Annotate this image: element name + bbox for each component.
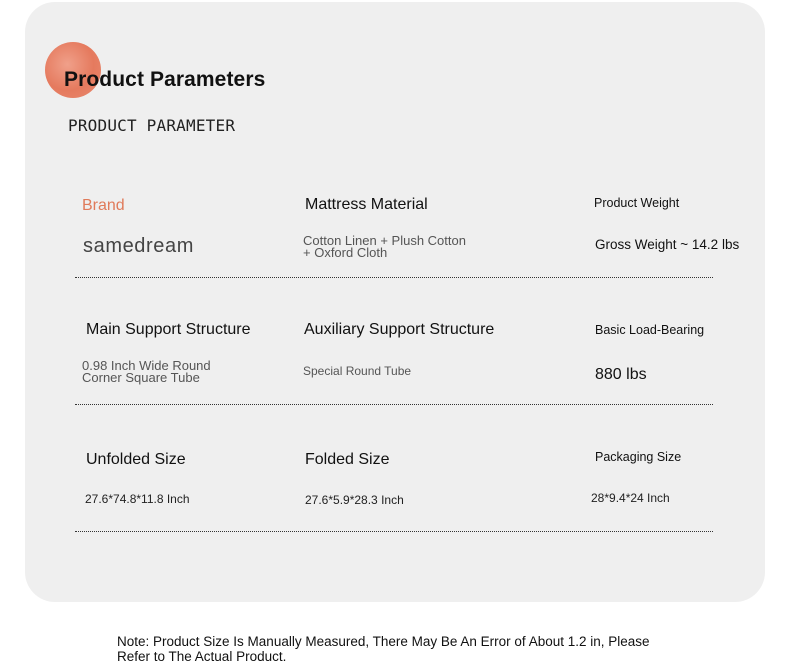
- row-divider: [75, 531, 713, 532]
- main-support-structure-label: Main Support Structure: [86, 321, 251, 338]
- measurement-note-line2: Refer to The Actual Product.: [117, 649, 287, 664]
- parameters-card: [25, 2, 765, 602]
- main-support-structure-value-line2: Corner Square Tube: [82, 370, 200, 385]
- page-title: Product Parameters: [64, 68, 266, 91]
- mattress-material-label: Mattress Material: [305, 196, 428, 213]
- packaging-size-label: Packaging Size: [595, 450, 682, 464]
- product-weight-value: Gross Weight ~ 14.2 lbs: [595, 237, 740, 252]
- folded-size-value: 27.6*5.9*28.3 Inch: [305, 493, 404, 507]
- brand-label: Brand: [82, 197, 125, 214]
- basic-load-bearing-value: 880 lbs: [595, 366, 647, 383]
- measurement-note: [117, 634, 697, 664]
- row-divider: [75, 404, 713, 405]
- brand-logo-text: samedream: [83, 235, 194, 257]
- row-divider: [75, 277, 713, 278]
- basic-load-bearing-label: Basic Load-Bearing: [595, 323, 705, 337]
- unfolded-size-label: Unfolded Size: [86, 451, 186, 468]
- folded-size-label: Folded Size: [305, 451, 390, 468]
- auxiliary-support-structure-value: Special Round Tube: [303, 364, 412, 378]
- product-weight-label: Product Weight: [594, 196, 680, 210]
- unfolded-size-value: 27.6*74.8*11.8 Inch: [85, 492, 190, 506]
- main-support-structure-value-line1: 0.98 Inch Wide Round: [82, 358, 211, 373]
- mattress-material-value-line1: Cotton Linen + Plush Cotton: [303, 233, 466, 248]
- measurement-note-line1: Note: Product Size Is Manually Measured, There May Be An Error of About 1.2 in, Please: [117, 634, 650, 649]
- mattress-material-value-line2: + Oxford Cloth: [303, 245, 388, 260]
- page-subtitle: PRODUCT PARAMETER: [68, 116, 236, 135]
- auxiliary-support-structure-label: Auxiliary Support Structure: [304, 321, 495, 338]
- packaging-size-value: 28*9.4*24 Inch: [591, 491, 670, 505]
